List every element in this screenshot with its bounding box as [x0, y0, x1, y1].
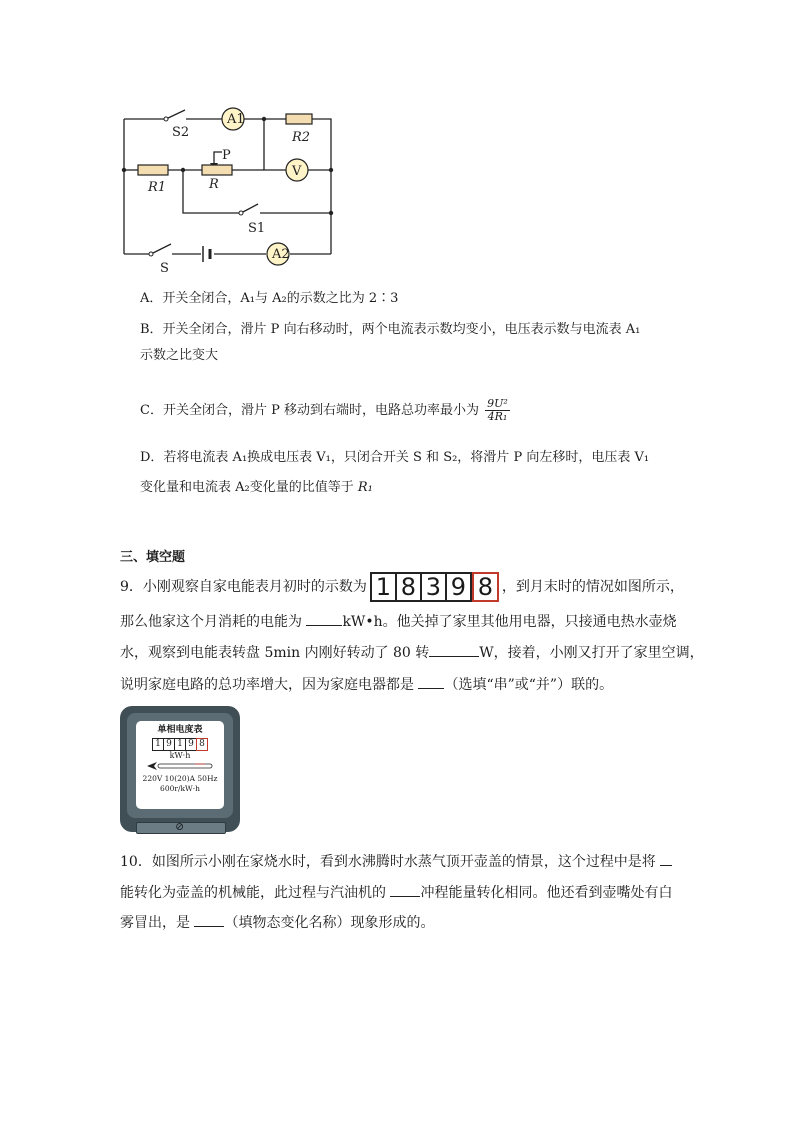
q10-line2-start: 能转化为壶盖的机械能，此过程与汽油机的: [120, 885, 386, 901]
section-title: 三、填空题: [120, 550, 186, 565]
meter-bezel: [127, 713, 233, 818]
meter-digit: 1: [153, 739, 164, 750]
answer-blank-phase-change[interactable]: [194, 913, 224, 927]
q10-line3-start: 雾冒出，是: [120, 915, 190, 931]
meter-unit: kW·h: [169, 751, 191, 760]
meter-knob-icon: ⊘: [175, 820, 185, 833]
meter-spec-rating: 220V 10(20)A 50Hz: [142, 774, 218, 783]
label-a2: A2: [272, 247, 290, 262]
option-a: A．开关全闭合，A₁与 A₂的示数之比为 2∶3: [140, 291, 399, 306]
label-p: P: [222, 148, 231, 163]
label-r: R: [209, 177, 219, 192]
electric-meter: [120, 706, 240, 832]
q9-line3: [120, 643, 704, 663]
meter-digit: 1: [175, 739, 186, 750]
option-d-line1: D．若将电流表 A₁换成电压表 V₁，只闭合开关 S 和 S₂，将滑片 P 向左移时，电压表 V₁: [140, 450, 650, 465]
meter-digit-decimal: 8: [197, 739, 207, 750]
answer-blank-energy-form[interactable]: [660, 852, 672, 866]
label-r2: R2: [292, 130, 311, 145]
fraction-numerator: 9U²: [487, 397, 508, 410]
q9-line3-end: W，接着，小刚又打开了家里空调，: [479, 645, 704, 661]
option-d-text: 变化量和电流表 A₂变化量的比值等于: [140, 480, 354, 495]
q9-line2-end: kW•h。他关掉了家里其他用电器，只接通电热水壶烧: [342, 614, 677, 630]
q10-line1: [120, 852, 672, 872]
q10-line2: [120, 883, 672, 903]
q10-line3: [120, 913, 434, 933]
reading-digit: 1: [372, 574, 397, 600]
option-c-fraction: [485, 398, 510, 423]
q9-line4: [120, 675, 613, 695]
answer-blank-connection[interactable]: [418, 675, 444, 689]
meter-digit: 9: [186, 739, 197, 750]
fraction-denominator: 4R₁: [487, 410, 508, 423]
option-d-r1: R₁: [357, 480, 373, 495]
answer-blank-energy[interactable]: [306, 612, 342, 626]
option-c: [140, 398, 510, 423]
q9-line4-start: 说明家庭电路的总功率增大，因为家庭电器都是: [120, 677, 414, 693]
circuit-diagram: [118, 106, 340, 276]
label-a1: A1: [227, 112, 245, 127]
meter-end-reading: [152, 738, 208, 751]
label-r1: R1: [148, 180, 167, 195]
q10-line1-text: 10．如图所示小刚在家烧水时，看到水沸腾时水蒸气顶开壶盖的情景，这个过程中是将: [120, 854, 656, 870]
meter-face: [136, 721, 224, 809]
rheostat-r: [202, 165, 232, 175]
q9-line4-end: （选填“串”或“并”）联的。: [444, 677, 614, 693]
meter-start-reading: [370, 572, 499, 602]
reading-digit: 9: [447, 574, 472, 600]
option-b-line2: 示数之比变大: [140, 348, 219, 363]
reading-digit: 8: [397, 574, 422, 600]
q10-line2-end: 冲程能量转化相同。他还看到壶嘴处有白: [420, 885, 673, 901]
reading-digit-decimal: 8: [472, 572, 499, 602]
q9-after-digits: ，到月末时的情况如图所示，: [501, 579, 684, 595]
q9-line3-start: 水，观察到电能表转盘 5min 内刚好转动了 80 转: [120, 645, 430, 661]
label-s1: S1: [248, 221, 266, 236]
q9-line2-start: 那么他家这个月消耗的电能为: [120, 614, 302, 630]
answer-blank-stroke[interactable]: [390, 883, 420, 897]
label-s: S: [160, 261, 169, 276]
meter-disc-icon: [145, 761, 215, 771]
q9-intro: 9．小刚观察自家电能表月初时的示数为: [120, 579, 367, 595]
meter-spec-revolutions: 600r/kW·h: [160, 784, 200, 793]
option-d-line2: [140, 478, 373, 498]
label-s2: S2: [172, 125, 190, 140]
option-c-text: C．开关全闭合，滑片 P 移动到右端时，电路总功率最小为: [140, 403, 479, 418]
resistor-r1: [138, 165, 168, 175]
answer-blank-power[interactable]: [429, 643, 479, 657]
q9-line2: [120, 612, 677, 632]
resistor-r2: [286, 114, 312, 124]
reading-digit: 3: [422, 574, 447, 600]
meter-title: 单相电度表: [157, 725, 203, 735]
q9-line1: [120, 572, 684, 602]
q10-line3-end: （填物态变化名称）现象形成的。: [224, 915, 435, 931]
meter-base: [136, 822, 226, 834]
label-v: V: [292, 164, 302, 179]
meter-digit: 9: [164, 739, 175, 750]
option-b-line1: B．开关全闭合，滑片 P 向右移动时，两个电流表示数均变小，电压表示数与电流表 A₁: [140, 322, 641, 337]
